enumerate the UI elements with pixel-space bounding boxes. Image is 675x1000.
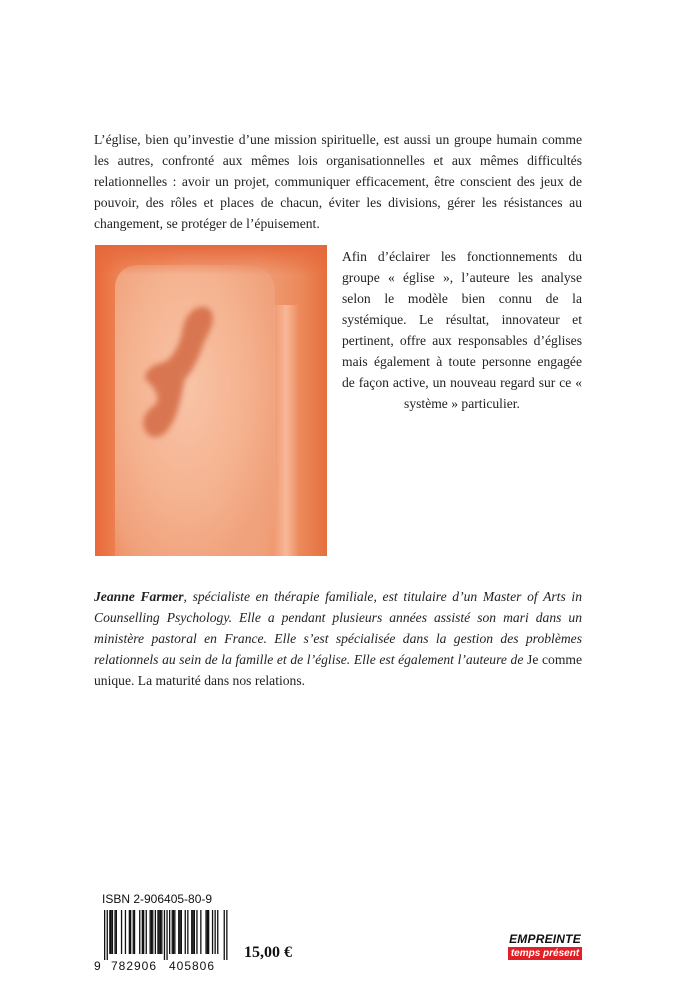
photo-sheen [273, 305, 299, 556]
barcode-bar [146, 910, 147, 954]
isbn: ISBN 2-906405-80-9 [102, 892, 213, 906]
barcode-bar [161, 910, 162, 954]
author-name: Jeanne Farmer [94, 589, 184, 604]
barcode-bar [164, 910, 165, 960]
barcode-bar [112, 910, 113, 954]
barcode-bar [157, 910, 158, 954]
barcode-bar [150, 910, 151, 954]
barcode-bar [178, 910, 179, 954]
barcode-bar [116, 910, 117, 954]
barcode-bar [125, 910, 126, 954]
barcode-bar [174, 910, 175, 954]
barcode-bar [208, 910, 209, 954]
price: 15,00 € [244, 944, 292, 961]
barcode-bar [130, 910, 131, 954]
barcode-bar [166, 910, 167, 960]
barcode-bar [224, 910, 225, 960]
barcode-bar [111, 910, 112, 954]
side-paragraph: Afin d’éclairer les fonctionnements du groupe « église », l’auteure les analyse selon le modèle bien connu de la systémique. Le résultat, innovateur et pertinent, offre aux responsables d’églises mais également à toute personne engagée de façon active, un nouveau regard sur ce « système » particulier. [342, 249, 582, 411]
barcode-bar [226, 910, 227, 960]
publisher-logo [508, 932, 582, 960]
barcode-bar [160, 910, 161, 954]
publisher-name-line1: EMPREINTE [509, 932, 581, 946]
barcode-bar [107, 910, 108, 960]
barcode-right-digits: 405806 [168, 959, 216, 973]
author-bio-text: , spécialiste en thérapie familiale, est titulaire d’un Master of Arts in Counselling Psychology. Elle a pendant plusieurs années assisté son mari dans un ministère pastoral en France. Elle s’est spécialisée dans la gestion des problèmes relationnels au sein de la famille et de l’église. Elle est également l’auteure de [94, 589, 582, 667]
barcode-bar [104, 910, 105, 960]
barcode-bar [187, 910, 188, 954]
barcode-bar [205, 910, 206, 954]
barcode-bar [134, 910, 135, 954]
barcode-bar [194, 910, 195, 954]
barcode-bar [172, 910, 173, 954]
barcode-bar [114, 910, 115, 954]
barcode-bar [151, 910, 152, 954]
barcode [92, 908, 232, 974]
barcode-bar [215, 910, 216, 954]
barcode-bar [212, 910, 213, 954]
cover-photo [95, 245, 327, 556]
book-title: Je comme unique. La maturité dans nos relations. [94, 652, 583, 688]
barcode-bar [185, 910, 186, 954]
barcode-bar [159, 910, 160, 954]
barcode-first-digit: 9 [94, 959, 101, 973]
barcode-bar [192, 910, 193, 954]
barcode-bar [129, 910, 130, 954]
author-bio [94, 586, 582, 691]
barcode-bar [169, 910, 170, 954]
barcode-bar [142, 910, 143, 954]
barcode-bar [181, 910, 182, 954]
barcode-left-digits: 782906 [110, 959, 158, 973]
publisher-name-line2: temps présent [508, 947, 582, 960]
barcode-bar [179, 910, 180, 954]
barcode-bar [191, 910, 192, 954]
intro-paragraph: L’église, bien qu’investie d’une mission spirituelle, est aussi un groupe humain comme les autres, confronté aux mêmes lois organisationnelles et aux mêmes difficultés relationnelles : avoir un projet, communiquer efficacement, être conscient des jeux de pouvoir, des rôles et places de chacun, éviter les divisions, gérer les résistances au changement, se protéger de l’épuisement. [94, 132, 582, 231]
barcode-bar [196, 910, 197, 954]
barcode-bar [217, 910, 218, 954]
barcode-bar [200, 910, 201, 954]
barcode-bar [173, 910, 174, 954]
barcode-bar [155, 910, 156, 954]
barcode-bar [133, 910, 134, 954]
barcode-bar [152, 910, 153, 954]
barcode-bar [207, 910, 208, 954]
barcode-bar [139, 910, 140, 954]
barcode-bar [143, 910, 144, 954]
barcode-bar [109, 910, 110, 954]
barcode-bar [121, 910, 122, 954]
